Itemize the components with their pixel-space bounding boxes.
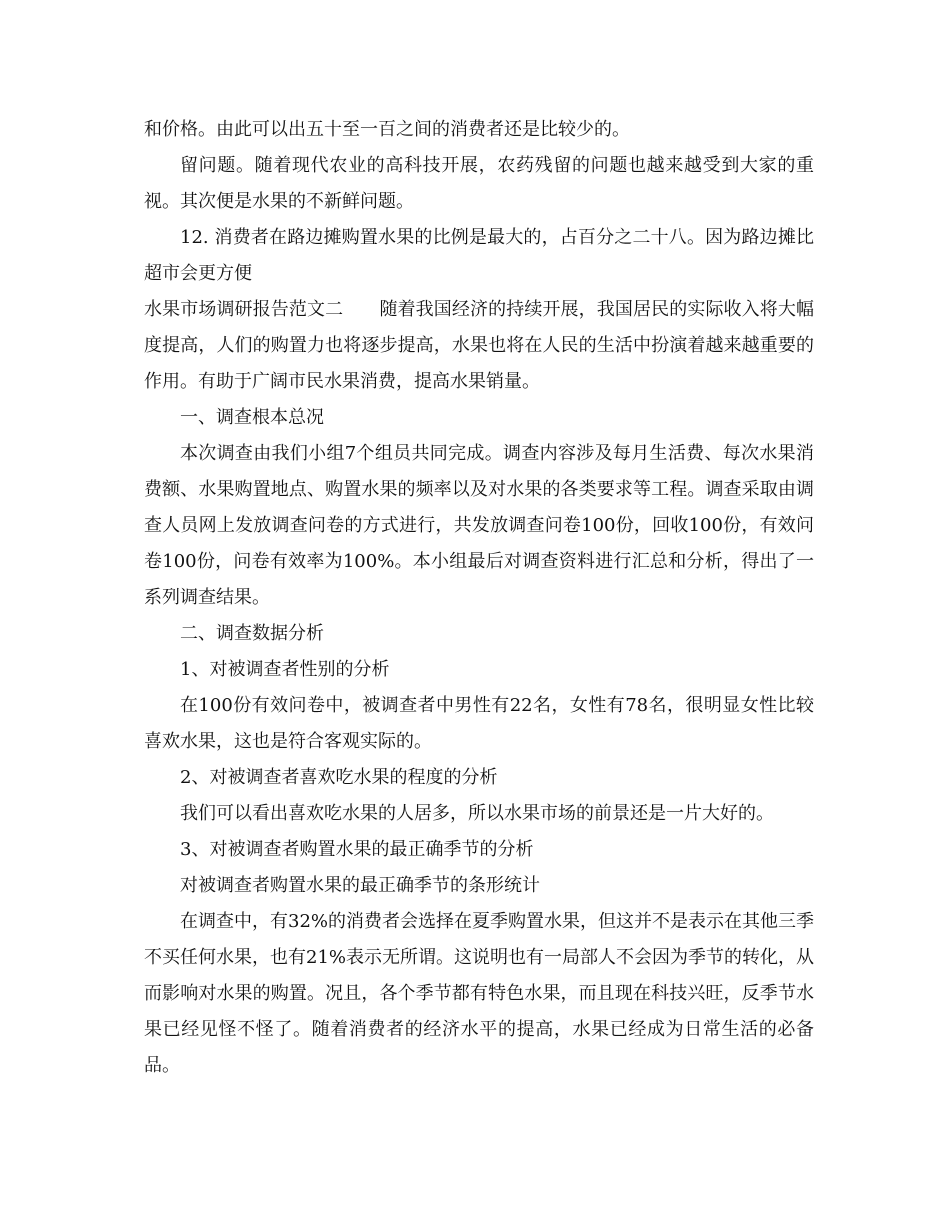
paragraph-pesticide-residue: 留问题。随着现代农业的高科技开展，农药残留的问题也越来越受到大家的重视。其次便是水果的不新鲜问题。 <box>144 155 814 212</box>
paragraph-report-two-intro: 水果市场调研报告范文二 随着我国经济的持续开展，我国居民的实际收入将大幅度提高，人们的购置力也将逐步提高，水果也将在人民的生活中扮演着越来越重要的作用。有助于广阔市民水果消费，提高水果销量。 <box>144 299 814 392</box>
heading-season-analysis: 3、对被调查者购置水果的最正确季节的分析 <box>180 839 534 860</box>
paragraph-preference-results: 我们可以看出喜欢吃水果的人居多，所以水果市场的前景还是一片大好的。 <box>180 803 774 824</box>
paragraph-season-results: 在调查中，有32%的消费者会选择在夏季购置水果，但这并不是表示在其他三季不买任何水果，也有21%表示无所谓。这说明也有一局部人不会因为季节的转化，从而影响对水果的购置。况且，各个季节都有特色水果，而且现在科技兴旺，反季节水果已经见怪不怪了。随着消费者的经济水平的提高，水果已经成为日常生活的必备品。 <box>144 911 815 1076</box>
paragraph-survey-method: 本次调查由我们小组7个组员共同完成。调查内容涉及每月生活费、每次水果消费额、水果购置地点、购置水果的频率以及对水果的各类要求等工程。调查采取由调查人员网上发放调查问卷的方式进行，共发放调查问卷100份，回收100份，有效问卷100份，问卷有效率为100%。本小组最后对调查资料进行汇总和分析，得出了一系列调查结果。 <box>144 443 814 608</box>
caption-season-bar-chart: 对被调查者购置水果的最正确季节的条形统计 <box>180 875 540 896</box>
paragraph-price-conclusion: 和价格。由此可以出五十至一百之间的消费者还是比较少的。 <box>144 119 630 140</box>
heading-data-analysis: 二、调查数据分析 <box>180 623 324 644</box>
heading-survey-overview: 一、调查根本总况 <box>180 407 324 428</box>
paragraph-roadside-stall: 12. 消费者在路边摊购置水果的比例是最大的，占百分之二十八。因为路边摊比超市会更方便 <box>144 227 814 284</box>
document-body <box>144 112 814 1084</box>
heading-gender-analysis: 1、对被调查者性别的分析 <box>180 659 390 680</box>
heading-preference-analysis: 2、对被调查者喜欢吃水果的程度的分析 <box>180 767 498 788</box>
paragraph-gender-results: 在100份有效问卷中，被调查者中男性有22名，女性有78名，很明显女性比较喜欢水果，这也是符合客观实际的。 <box>144 695 814 752</box>
